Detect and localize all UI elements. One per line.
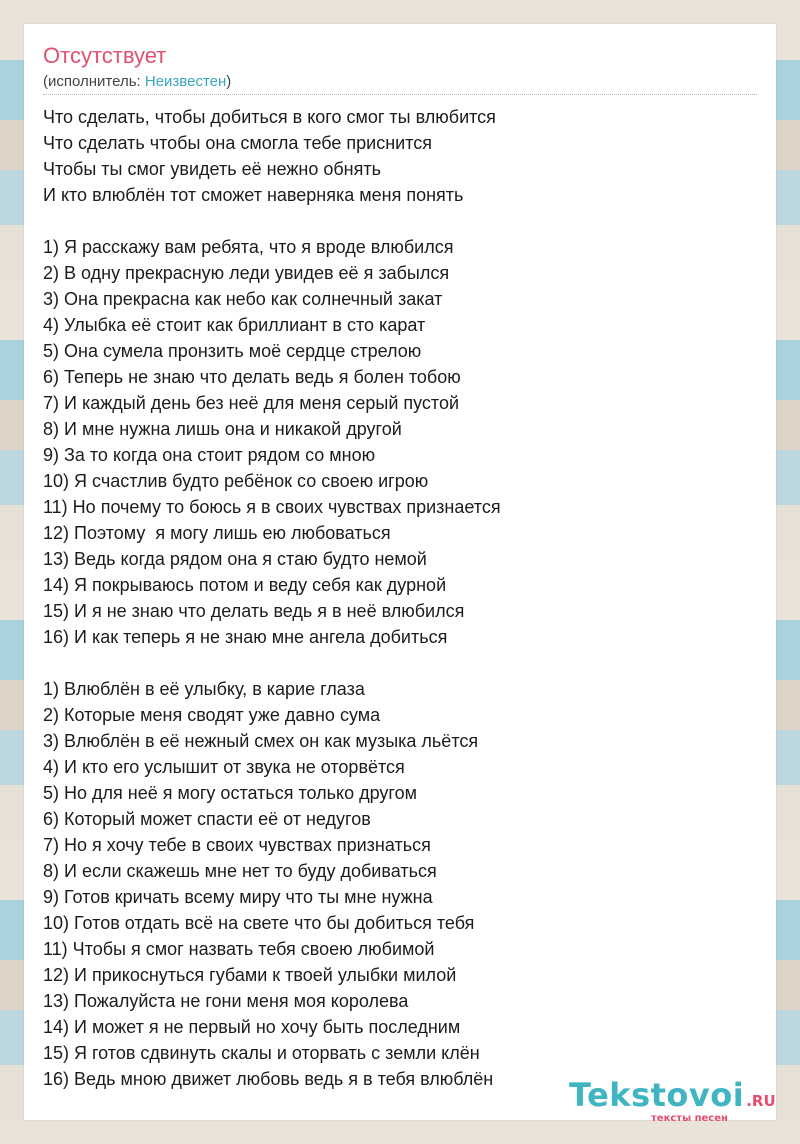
lyric-line: 13) Пожалуйста не гони меня моя королева [43, 991, 409, 1011]
lyric-line: 5) Но для неё я могу остаться только другом [43, 783, 417, 803]
artist-link[interactable]: Неизвестен [144, 73, 227, 90]
lyric-line: 10) Готов отдать всё на свете что бы добиться тебя [43, 913, 475, 933]
lyric-line: 13) Ведь когда рядом она я стаю будто немой [43, 549, 427, 569]
lyrics-stanza [43, 104, 763, 208]
lyric-line: 16) И как теперь я не знаю мне ангела добиться [43, 627, 448, 647]
lyric-line: 4) И кто его услышит от звука не оторвётся [43, 757, 405, 777]
lyric-line: 9) За то когда она стоит рядом со мною [43, 445, 376, 465]
lyric-line: И кто влюблён тот сможет наверняка меня понять [43, 185, 464, 205]
artist-suffix: ) [226, 73, 232, 90]
logo-tagline: тексты песен [651, 1113, 728, 1124]
lyrics-stanza [43, 234, 763, 650]
lyric-line: 14) Я покрываюсь потом и веду себя как дурной [43, 575, 447, 595]
lyrics-body [43, 104, 763, 1118]
logo-brand-name: Tekstovoi [569, 1076, 745, 1114]
tekstovoi-logo [569, 1077, 779, 1122]
lyric-line: 8) И если скажешь мне нет то буду добиваться [43, 861, 437, 881]
lyric-line: 16) Ведь мною движет любовь ведь я в тебя влюблён [43, 1069, 494, 1089]
lyric-line: 4) Улыбка её стоит как бриллиант в сто карат [43, 315, 426, 335]
lyric-line: 1) Влюблён в её улыбку, в карие глаза [43, 679, 365, 699]
song-title: Отсутствует [43, 43, 167, 68]
lyric-line: Чтобы ты смог увидеть её нежно обнять [43, 159, 381, 179]
lyric-line: 15) И я не знаю что делать ведь я в неё влюбился [43, 601, 465, 621]
lyric-line: 6) Который может спасти её от недугов [43, 809, 371, 829]
artist-line [43, 72, 231, 92]
lyric-line: 5) Она сумела пронзить моё сердце стрелою [43, 341, 422, 361]
lyric-line: 10) Я счастлив будто ребёнок со своею игрою [43, 471, 429, 491]
lyric-line: 7) И каждый день без неё для меня серый пустой [43, 393, 460, 413]
lyric-line: 2) Которые меня сводят уже давно сума [43, 705, 381, 725]
title-divider [43, 94, 757, 95]
artist-prefix: (исполнитель: [43, 73, 145, 90]
lyric-line: 3) Она прекрасна как небо как солнечный закат [43, 289, 443, 309]
lyric-line: Что сделать, чтобы добиться в кого смог ты влюбится [43, 107, 496, 127]
lyric-line: 6) Теперь не знаю что делать ведь я болен тобою [43, 367, 461, 387]
lyric-line: 15) Я готов сдвинуть скалы и оторвать с земли клён [43, 1043, 480, 1063]
lyric-line: 3) Влюблён в её нежный смех он как музыка льётся [43, 731, 479, 751]
lyric-line: 11) Но почему то боюсь я в своих чувствах признается [43, 497, 501, 517]
lyric-line: 11) Чтобы я смог назвать тебя своею любимой [43, 939, 435, 959]
lyric-line: 9) Готов кричать всему миру что ты мне нужна [43, 887, 433, 907]
lyrics-stanza [43, 676, 763, 1092]
lyric-line: 12) Поэтому я могу лишь ею любоваться [43, 523, 391, 543]
lyric-line: 12) И прикоснуться губами к твоей улыбки милой [43, 965, 457, 985]
lyric-line: 7) Но я хочу тебе в своих чувствах признаться [43, 835, 431, 855]
lyric-line: 1) Я расскажу вам ребята, что я вроде влюбился [43, 237, 454, 257]
lyrics-sheet [24, 24, 776, 1124]
lyric-line: 14) И может я не первый но хочу быть последним [43, 1017, 461, 1037]
lyric-line: Что сделать чтобы она смогла тебе приснится [43, 133, 432, 153]
logo-tld: .RU [746, 1092, 776, 1110]
lyric-line: 8) И мне нужна лишь она и никакой другой [43, 419, 402, 439]
lyric-line: 2) В одну прекрасную леди увидев её я забылся [43, 263, 450, 283]
